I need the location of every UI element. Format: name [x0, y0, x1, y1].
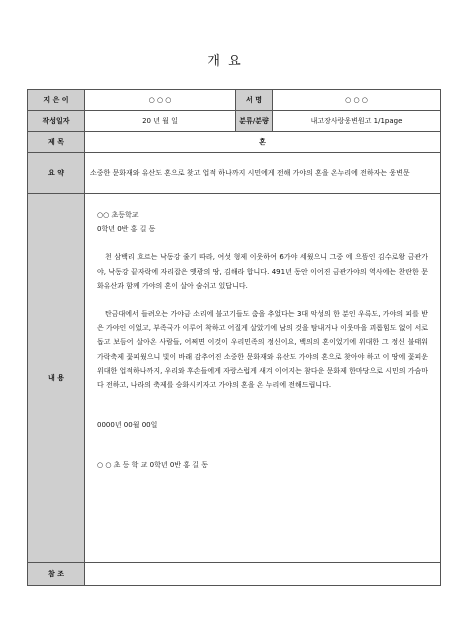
content-signoff: ○ ○ 초 등 학 교 0학년 0반 홍 길 동 [97, 461, 208, 470]
reference-label: 참 조 [28, 563, 85, 586]
content-label: 내 용 [28, 194, 85, 563]
category-label: 분류/분량 [236, 111, 273, 132]
summary-row [28, 153, 441, 194]
subject-label: 제 목 [28, 132, 85, 153]
document-title: 개 요 [207, 54, 243, 69]
date-value: 20 년 월 일 [85, 111, 236, 132]
author-label: 지 은 이 [28, 90, 85, 111]
content-body [85, 194, 441, 563]
overview-form-table [27, 89, 441, 586]
content-date: 0000년 00월 00일 [97, 421, 158, 430]
subject-row [28, 132, 441, 153]
signature-label: 서 명 [236, 90, 273, 111]
date-row [28, 111, 441, 132]
summary-label: 요 약 [28, 153, 85, 194]
author-value: ○ ○ ○ [85, 90, 236, 111]
date-label: 작성일자 [28, 111, 85, 132]
content-row [28, 194, 441, 563]
reference-value [85, 563, 441, 586]
reference-row [28, 563, 441, 586]
summary-value: 소중한 문화재와 유산도 혼으로 찾고 업적 하나까지 시민에게 전해 가야의 혼을 온누리에 전하자는 웅변문 [85, 153, 441, 194]
content-paragraph-1: 천 삼백리 흐르는 낙동강 줄기 따라, 여섯 형제 이웃하여 6가야 세웠으니 그중 에 으뜸인 김수로왕 금관가야, 낙동강 끝자락에 자리잡은 옛광의 땅, 김해라 합니다. 491년 동안 이어진 금관가야의 역사에는 찬란한 문화유산과 함께 가야의 혼이 살아 숨쉬고 있답니다. [97, 253, 428, 290]
student-line: 0학년 0반 홍 길 동 [97, 225, 156, 234]
signature-value: ○ ○ ○ [273, 90, 441, 111]
school-line: ○○ 초등학교 [97, 211, 139, 219]
content-paragraph-2: 탄금대에서 들려오는 가야금 소리에 불고기들도 춤을 추었다는 3대 악성의 한 분인 우륵도, 가야의 피를 받은 가야인 이었고, 부족국가 이루어 착하고 어질게 살았기에 남의 것을 탐내거나 이웃마을 괴롭힘도 없이 서로 돕고 보듬어 살아온 사람들, 어쩌면 이것이 우리민족의 정신이요, 백의의 혼이었기에 위대한 그 정신 불태워 가락축제 꽃피웠으니 빛이 바래 감추어진 소중한 문화재와 유산도 가야의 혼으로 찾아야 하고 이 땅에 꽃피운 위대한 업적하나까지, 우리와 후손들에게 자랑스럽게 새겨 이어지는 참다운 문화제 한마당으로 시민의 가슴마다 전하고, 나라의 축제를 승화시키자고 가야의 혼을 온 누리에 전해드립니다. [97, 310, 428, 390]
author-row [28, 90, 441, 111]
category-value: 내고장사랑웅변원고 1/1page [273, 111, 441, 132]
subject-value: 혼 [85, 132, 441, 153]
